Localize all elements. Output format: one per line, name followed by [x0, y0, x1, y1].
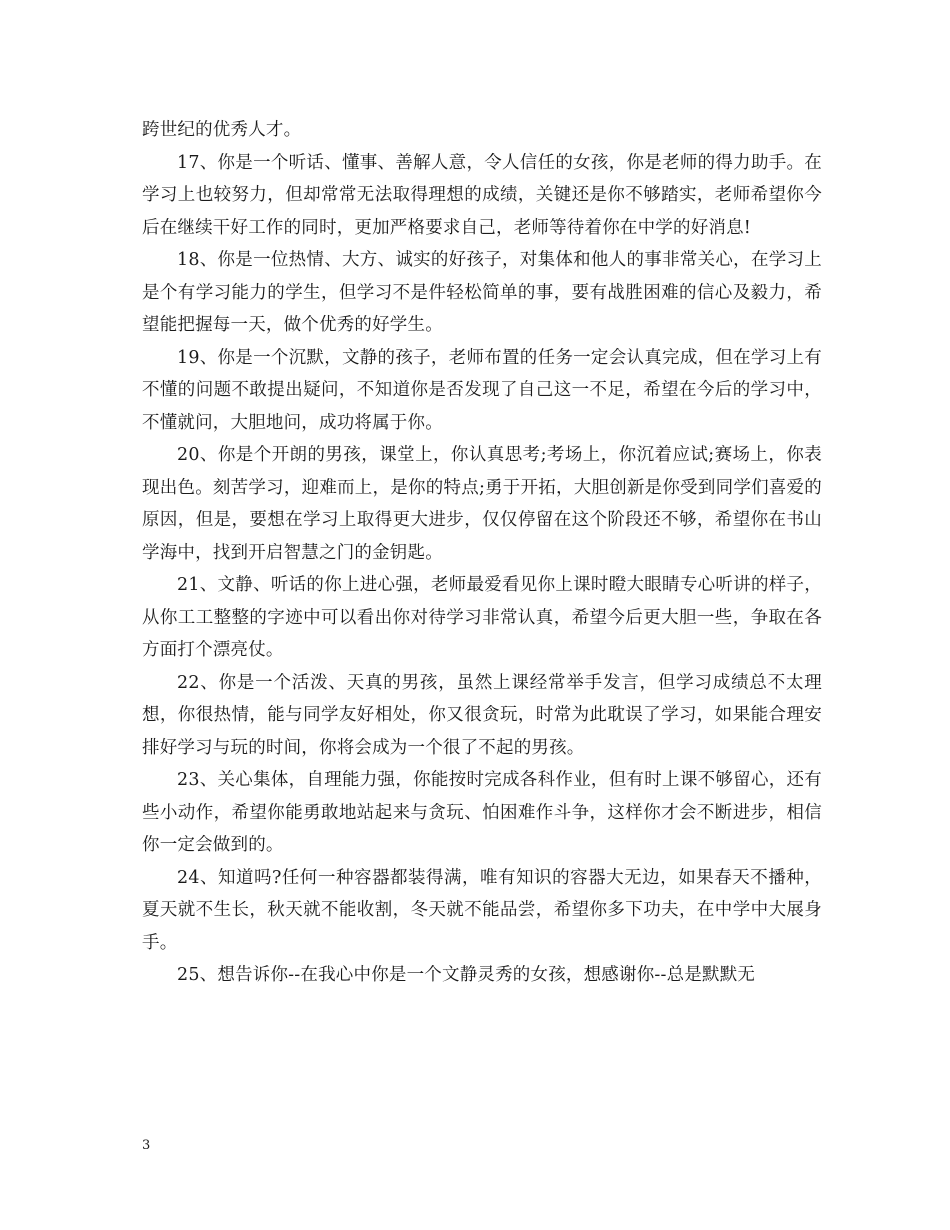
paragraph-23: 23、关心集体，自理能力强，你能按时完成各科作业，但有时上课不够留心，还有些小动作，希望你能勇敢地站起来与贪玩、怕困难作斗争，这样你才会不断进步，相信你一定会做到的。 — [142, 770, 822, 855]
document-body — [142, 114, 822, 992]
paragraph-17: 17、你是一个听话、懂事、善解人意，令人信任的女孩，你是老师的得力助手。在学习上也较努力，但却常常无法取得理想的成绩，关键还是你不够踏实，老师希望你今后在继续干好工作的同时，更加严格要求自己，老师等待着你在中学的好消息! — [142, 152, 822, 238]
paragraph-continuation: 跨世纪的优秀人才。 — [142, 120, 302, 140]
paragraph-21: 21、文静、听话的你上进心强，老师最爱看见你上课时瞪大眼睛专心听讲的样子，从你工工整整的字迹中可以看出你对待学习非常认真，希望今后更大胆一些，争取在各方面打个漂亮仗。 — [142, 575, 822, 660]
paragraph-18: 18、你是一位热情、大方、诚实的好孩子，对集体和他人的事非常关心，在学习上是个有学习能力的学生，但学习不是件轻松简单的事，要有战胜困难的信心及毅力，希望能把握每一天，做个优秀的好学生。 — [142, 250, 822, 335]
paragraph-25: 25、想告诉你--在我心中你是一个文静灵秀的女孩，想感谢你--总是默默无 — [177, 965, 756, 985]
page-number: 3 — [142, 1138, 151, 1153]
paragraph-19: 19、你是一个沉默，文静的孩子，老师布置的任务一定会认真完成，但在学习上有不懂的问题不敢提出疑问，不知道你是否发现了自己这一不足，希望在今后的学习中，不懂就问，大胆地问，成功将属于你。 — [142, 347, 822, 433]
paragraph-20: 20、你是个开朗的男孩，课堂上，你认真思考;考场上，你沉着应试;赛场上，你表现出色。刻苦学习，迎难而上，是你的特点;勇于开拓，大胆创新是你受到同学们喜爱的原因，但是，要想在学习上取得更大进步，仅仅停留在这个阶段还不够，希望你在书山学海中，找到开启智慧之门的金钥匙。 — [142, 445, 822, 563]
paragraph-24: 24、知道吗?任何一种容器都装得满，唯有知识的容器大无边，如果春天不播种，夏天就不生长，秋天就不能收割，冬天就不能品尝，希望你多下功夫，在中学中大展身手。 — [142, 867, 822, 953]
paragraph-22: 22、你是一个活泼、天真的男孩，虽然上课经常举手发言，但学习成绩总不太理想，你很热情，能与同学友好相处，你又很贪玩，时常为此耽误了学习，如果能合理安排好学习与玩的时间，你将会成为一个很了不起的男孩。 — [142, 672, 822, 758]
